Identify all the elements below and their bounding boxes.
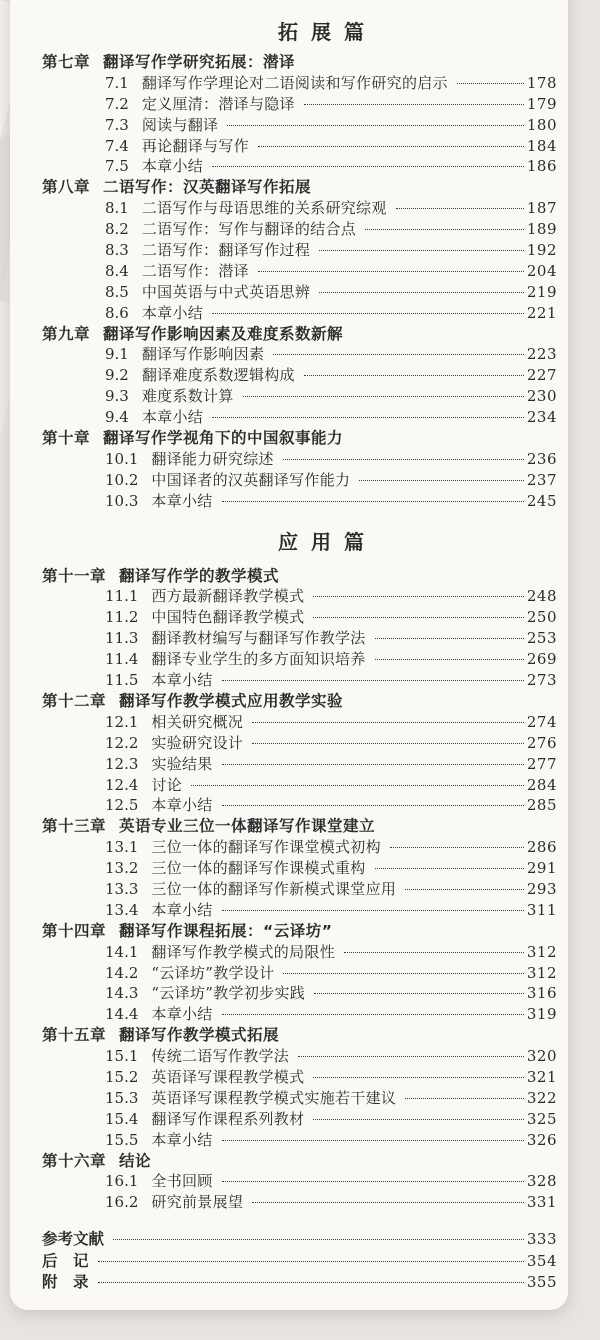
section-number: 9.4	[105, 408, 129, 427]
backmatter-title: 参考文献	[42, 1230, 105, 1249]
chapter-heading	[42, 566, 557, 587]
dot-leader	[375, 868, 524, 869]
chapter-number: 第十六章	[42, 1151, 107, 1170]
toc-entry	[42, 837, 557, 858]
section-title: 英语译写课程教学模式实施若干建议	[151, 1088, 397, 1107]
dot-leader	[98, 1282, 524, 1283]
dot-leader	[212, 313, 524, 314]
dot-leader	[344, 952, 524, 953]
toc-entry	[42, 282, 557, 303]
page-number: 248	[526, 587, 557, 606]
section-title: 本章小结	[151, 491, 213, 510]
dot-leader	[390, 847, 524, 848]
section-number: 16.2	[105, 1193, 139, 1212]
section-number: 15.2	[105, 1067, 139, 1086]
chapter-number: 第十五章	[42, 1026, 107, 1045]
section-title: 翻译教材编写与翻译写作教学法	[151, 629, 366, 648]
section-title: 再论翻译与写作	[141, 136, 249, 155]
toc-entry	[42, 963, 557, 984]
section-title: 研究前景展望	[151, 1193, 244, 1212]
chapter-number: 第十章	[42, 429, 91, 448]
page-number: 223	[526, 345, 557, 364]
toc-entry	[42, 775, 557, 796]
dot-leader	[304, 375, 524, 376]
backmatter-section	[42, 1229, 557, 1294]
section-number: 12.5	[105, 796, 139, 815]
section-number: 15.4	[105, 1109, 139, 1128]
toc-entry	[42, 649, 557, 670]
section-number: 8.3	[105, 241, 129, 260]
toc-entry	[42, 983, 557, 1004]
dot-leader	[252, 1202, 524, 1203]
dot-leader	[396, 208, 524, 209]
chapter-title: 翻译写作学研究拓展：潜译	[103, 53, 296, 71]
toc-entry	[42, 795, 557, 816]
dot-leader	[222, 805, 524, 806]
page-number: 245	[526, 491, 557, 510]
dot-leader	[314, 993, 524, 994]
toc-entry	[42, 942, 557, 963]
section-title: 本章小结	[151, 1005, 213, 1024]
backmatter-title: 后 记	[42, 1251, 89, 1270]
toc-entry	[42, 407, 557, 428]
section-number: 13.1	[105, 838, 139, 857]
page-number: 274	[526, 712, 557, 731]
page-number: 273	[526, 671, 557, 690]
chapter-number: 第十四章	[42, 921, 107, 940]
section-number: 12.1	[105, 712, 139, 731]
chapter-title: 翻译写作教学模式应用教学实验	[119, 691, 344, 710]
page-number: 187	[526, 199, 557, 218]
dot-leader	[258, 146, 524, 147]
dot-leader	[405, 889, 524, 890]
toc-entry	[42, 586, 557, 607]
toc-entry	[42, 1088, 557, 1109]
toc-entry	[42, 136, 557, 157]
chapter-heading	[42, 52, 557, 73]
section-title: 翻译能力研究综述	[151, 449, 274, 468]
page-number: 237	[526, 470, 557, 489]
page-number: 227	[526, 366, 557, 385]
section-title: 翻译写作学理论对二语阅读和写作研究的启示	[141, 73, 448, 92]
page-number: 285	[526, 796, 557, 815]
dot-leader	[212, 417, 524, 418]
dot-leader	[252, 743, 524, 744]
section-number: 12.2	[105, 733, 139, 752]
dot-leader	[222, 910, 524, 911]
table-of-contents	[42, 20, 557, 1294]
section-number: 14.3	[105, 984, 139, 1003]
chapter-heading	[42, 1151, 557, 1172]
backmatter-entry	[42, 1251, 557, 1273]
section-title: 本章小结	[141, 303, 204, 322]
page-number: 178	[526, 73, 557, 92]
page-number: 277	[526, 754, 557, 773]
toc-entry	[42, 1130, 557, 1151]
section-number: 8.6	[105, 303, 129, 322]
toc-entry	[42, 1004, 557, 1025]
section-number: 7.3	[105, 115, 129, 134]
toc-entry	[42, 712, 557, 733]
section-title: 翻译专业学生的多方面知识培养	[151, 650, 366, 669]
chapter-heading	[42, 921, 557, 942]
dot-leader	[319, 250, 524, 251]
section-title: 中国特色翻译教学模式	[151, 608, 305, 627]
toc-entry	[42, 386, 557, 407]
section-number: 7.4	[105, 136, 129, 155]
dot-leader	[283, 459, 524, 460]
section-title: 英语译写课程教学模式	[151, 1067, 305, 1086]
part-title: 应用篇	[278, 529, 377, 554]
chapter-title: 英语专业三位一体翻译写作课堂建立	[119, 817, 376, 836]
dot-leader	[113, 1239, 524, 1240]
dot-leader	[222, 680, 524, 681]
chapter-heading	[42, 691, 557, 712]
toc-entry	[42, 670, 557, 691]
page-number: 253	[526, 629, 557, 648]
section-number: 12.4	[105, 775, 139, 794]
page-number: 312	[526, 963, 557, 982]
section-title: 定义厘清：潜译与隐译	[141, 94, 295, 113]
page-number: 325	[526, 1109, 557, 1128]
toc-entry	[42, 73, 557, 94]
section-number: 11.1	[105, 587, 139, 606]
toc-entry	[42, 198, 557, 219]
chapter-number: 第十三章	[42, 817, 107, 836]
toc-entry	[42, 240, 557, 261]
page-number: 189	[526, 220, 557, 239]
section-title: 阅读与翻译	[141, 115, 219, 134]
page-number: 276	[526, 733, 557, 752]
section-title: 本章小结	[151, 671, 213, 690]
section-title: 二语写作：翻译写作过程	[141, 241, 311, 260]
section-title: 西方最新翻译教学模式	[151, 587, 305, 606]
section-number: 8.1	[105, 199, 129, 218]
dot-leader	[313, 596, 523, 597]
section-number: 15.3	[105, 1088, 139, 1107]
section-title: 二语写作：潜译	[141, 261, 249, 280]
page-number: 326	[526, 1130, 557, 1149]
section-number: 15.1	[105, 1047, 139, 1066]
chapter-heading	[42, 1025, 557, 1046]
page-number: 320	[526, 1047, 557, 1066]
part-title: 拓展篇	[278, 20, 377, 44]
toc-entry	[42, 1109, 557, 1130]
page-number: 286	[526, 838, 557, 857]
dot-leader	[298, 1056, 524, 1057]
section-number: 16.1	[105, 1172, 139, 1191]
dot-leader	[273, 354, 524, 355]
backmatter-entry	[42, 1272, 557, 1294]
chapter-heading	[42, 816, 557, 837]
chapter-title: 翻译写作教学模式拓展	[119, 1026, 280, 1045]
backmatter-entry	[42, 1229, 557, 1251]
dot-leader	[258, 271, 524, 272]
toc-entry	[42, 115, 557, 136]
chapter-number: 第八章	[42, 178, 91, 197]
dot-leader	[222, 501, 524, 502]
page-number: 221	[526, 303, 557, 322]
toc-entry	[42, 607, 557, 628]
page-number: 230	[526, 387, 557, 406]
section-title: 相关研究概况	[151, 712, 244, 731]
dot-leader	[222, 764, 524, 765]
toc-entry	[42, 879, 557, 900]
page-number: 293	[526, 879, 557, 898]
chapter-heading	[42, 324, 557, 345]
section-number: 10.3	[105, 491, 139, 510]
page-number: 328	[526, 1172, 557, 1191]
section-title: “云译坊”教学设计	[151, 963, 275, 982]
dot-leader	[319, 292, 524, 293]
section-number: 14.1	[105, 942, 139, 961]
section-number: 12.3	[105, 754, 139, 773]
chapter-title: 翻译写作影响因素及难度系数新解	[103, 324, 344, 343]
page-number: 180	[526, 115, 557, 134]
page-number: 250	[526, 608, 557, 627]
section-title: 传统二语写作教学法	[151, 1047, 290, 1066]
section-number: 10.1	[105, 449, 139, 468]
section-title: “云译坊”教学初步实践	[151, 984, 306, 1003]
dot-leader	[405, 1098, 524, 1099]
page-number: 284	[526, 775, 557, 794]
section-number: 7.5	[105, 157, 129, 176]
section-number: 8.2	[105, 220, 129, 239]
section-number: 13.4	[105, 900, 139, 919]
page-number: 291	[526, 859, 557, 878]
page-number: 184	[526, 136, 557, 155]
chapter-title: 二语写作：汉英翻译写作拓展	[103, 178, 312, 197]
dot-leader	[222, 1181, 524, 1182]
toc-entry	[42, 733, 557, 754]
section-title: 实验结果	[151, 754, 213, 773]
section-title: 翻译写作影响因素	[141, 345, 265, 364]
section-title: 本章小结	[151, 1130, 213, 1149]
page-number: 354	[526, 1251, 557, 1270]
section-title: 难度系数计算	[141, 387, 234, 406]
section-number: 14.2	[105, 963, 139, 982]
section-title: 本章小结	[151, 796, 213, 815]
dot-leader	[359, 480, 524, 481]
dot-leader	[313, 1119, 523, 1120]
page-number: 333	[526, 1230, 557, 1249]
toc-entry	[42, 1171, 557, 1192]
page-number: 321	[526, 1067, 557, 1086]
page-number: 179	[526, 94, 557, 113]
section-title: 中国英语与中式英语思辨	[141, 282, 311, 301]
dot-leader	[313, 617, 523, 618]
section-number: 9.1	[105, 345, 129, 364]
section-title: 翻译难度系数逻辑构成	[141, 366, 295, 385]
section-number: 11.3	[105, 629, 139, 648]
dot-leader	[222, 1140, 524, 1141]
section-title: 三位一体的翻译写作新模式课堂应用	[151, 879, 397, 898]
section-title: 本章小结	[141, 408, 204, 427]
dot-leader	[212, 166, 524, 167]
section-number: 13.3	[105, 879, 139, 898]
section-number: 11.4	[105, 650, 139, 669]
toc-entry	[42, 219, 557, 240]
section-number: 7.2	[105, 94, 129, 113]
backmatter-title: 附 录	[42, 1273, 89, 1292]
section-number: 9.3	[105, 387, 129, 406]
toc-entry	[42, 303, 557, 324]
page-number: 192	[526, 241, 557, 260]
page-number: 312	[526, 942, 557, 961]
page-number: 316	[526, 984, 557, 1003]
page-number: 319	[526, 1005, 557, 1024]
dot-leader	[243, 396, 524, 397]
page-number: 311	[526, 900, 557, 919]
section-number: 7.1	[105, 73, 129, 92]
dot-leader	[457, 83, 524, 84]
dot-leader	[375, 659, 524, 660]
page-number: 355	[526, 1273, 557, 1292]
toc-entry	[42, 470, 557, 491]
toc-entry	[42, 858, 557, 879]
chapter-number: 第十一章	[42, 566, 107, 585]
toc-entry	[42, 1067, 557, 1088]
dot-leader	[313, 1077, 523, 1078]
toc-entry	[42, 94, 557, 115]
chapter-number: 第七章	[42, 53, 91, 71]
page-number: 204	[526, 261, 557, 280]
section-title: 翻译写作课程系列教材	[151, 1109, 305, 1128]
page-number: 331	[526, 1193, 557, 1212]
toc-entry	[42, 1192, 557, 1213]
page-number: 234	[526, 408, 557, 427]
dot-leader	[252, 722, 524, 723]
section-title: 三位一体的翻译写作课模式重构	[151, 859, 366, 878]
section-number: 10.2	[105, 470, 139, 489]
chapter-heading	[42, 177, 557, 198]
toc-entry	[42, 1046, 557, 1067]
section-title: 本章小结	[151, 900, 213, 919]
toc-entry	[42, 156, 557, 177]
page-number: 219	[526, 282, 557, 301]
chapter-heading	[42, 428, 557, 449]
toc-entry	[42, 449, 557, 470]
toc-entry	[42, 491, 557, 512]
section-number: 11.5	[105, 671, 139, 690]
section-number: 8.5	[105, 282, 129, 301]
chapter-number: 第九章	[42, 324, 91, 343]
chapter-title: 翻译写作学的教学模式	[119, 566, 280, 585]
section-title: 三位一体的翻译写作课堂模式初构	[151, 838, 381, 857]
section-title: 中国译者的汉英翻译写作能力	[151, 470, 351, 489]
section-title: 全书回顾	[151, 1172, 213, 1191]
page-number: 269	[526, 650, 557, 669]
dot-leader	[191, 785, 524, 786]
section-number: 9.2	[105, 366, 129, 385]
dot-leader	[283, 973, 523, 974]
dot-leader	[304, 104, 524, 105]
section-number: 14.4	[105, 1005, 139, 1024]
section-number: 11.2	[105, 608, 139, 627]
section-title: 二语写作与母语思维的关系研究综观	[141, 199, 387, 218]
section-title: 本章小结	[141, 157, 204, 176]
dot-leader	[375, 638, 524, 639]
section-number: 15.5	[105, 1130, 139, 1149]
book-page	[10, 0, 568, 1310]
toc-entry	[42, 628, 557, 649]
page-number: 186	[526, 157, 557, 176]
dot-leader	[227, 125, 523, 126]
dot-leader	[222, 1014, 524, 1015]
section-title: 讨论	[151, 775, 183, 794]
section-number: 8.4	[105, 261, 129, 280]
dot-leader	[98, 1261, 524, 1262]
section-number: 13.2	[105, 859, 139, 878]
chapter-title: 翻译写作学视角下的中国叙事能力	[103, 429, 344, 448]
page-number: 236	[526, 449, 557, 468]
chapter-number: 第十二章	[42, 691, 107, 710]
toc-entry	[42, 344, 557, 365]
page-number: 322	[526, 1088, 557, 1107]
chapter-title: 结论	[119, 1151, 152, 1170]
toc-entry	[42, 900, 557, 921]
dot-leader	[365, 229, 524, 230]
chapter-title: 翻译写作课程拓展：“云译坊”	[119, 921, 333, 940]
toc-entry	[42, 261, 557, 282]
toc-entry	[42, 754, 557, 775]
section-title: 实验研究设计	[151, 733, 244, 752]
section-title: 二语写作：写作与翻译的结合点	[141, 220, 357, 239]
toc-entry	[42, 365, 557, 386]
section-title: 翻译写作教学模式的局限性	[151, 942, 336, 961]
